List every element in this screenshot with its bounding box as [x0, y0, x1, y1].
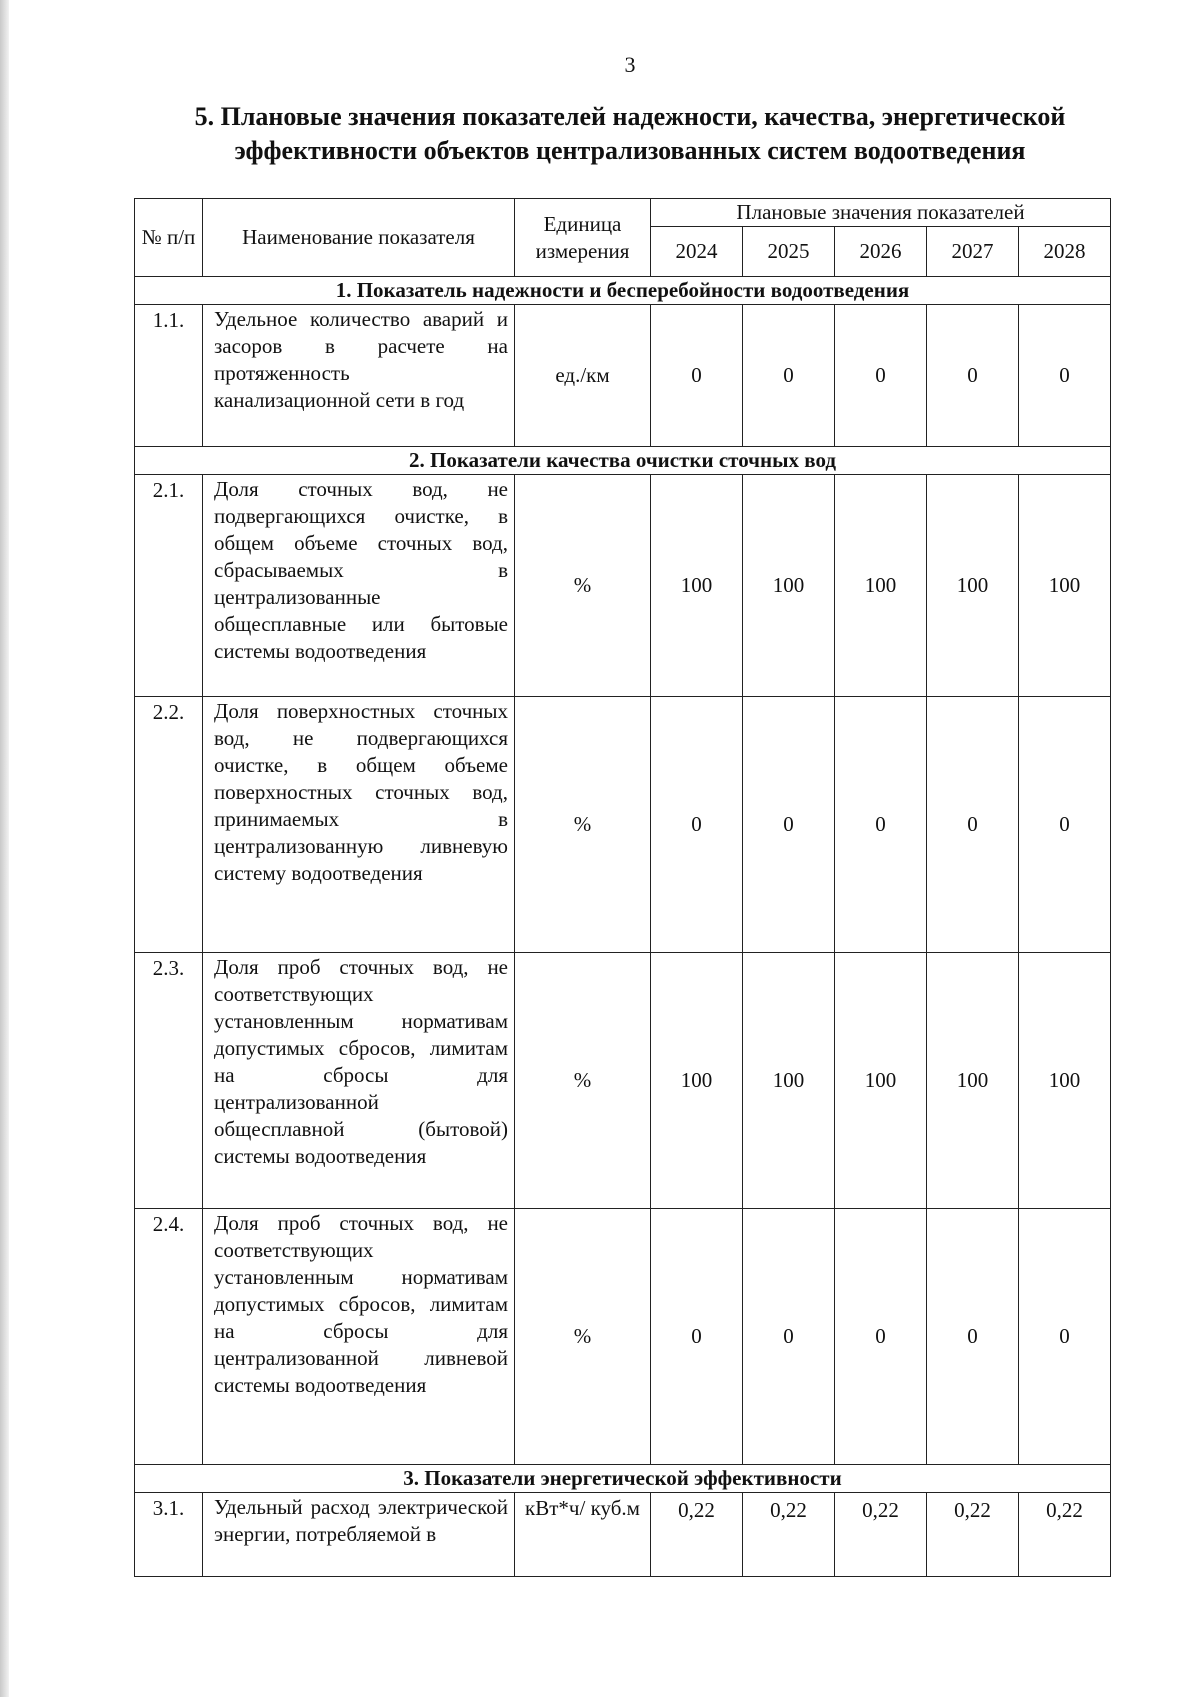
row-value: 0 — [651, 305, 743, 447]
row-name: Доля сточных вод, не подвергающихся очистке, в общем объеме сточных вод, сбрасываемых в централизованные общесплавные или бытовые системы водоотведения — [203, 475, 515, 697]
row-value: 0 — [743, 697, 835, 953]
row-num: 3.1. — [135, 1493, 203, 1577]
table-row — [135, 697, 1111, 953]
header-year: 2026 — [835, 227, 927, 277]
row-value: 100 — [835, 953, 927, 1209]
row-value: 0 — [743, 1209, 835, 1465]
header-num: № п/п — [135, 199, 203, 277]
header-year: 2028 — [1019, 227, 1111, 277]
row-num: 2.2. — [135, 697, 203, 953]
row-name: Доля поверхностных сточных вод, не подвергающихся очистке, в общем объеме поверхностных сточных вод, принимаемых в централизованную ливневую систему водоотведения — [203, 697, 515, 953]
row-value: 0,22 — [1019, 1493, 1111, 1577]
row-value: 0 — [927, 697, 1019, 953]
row-unit: кВт*ч/ куб.м — [515, 1493, 651, 1577]
header-name: Наименование показателя — [203, 199, 515, 277]
row-value: 0,22 — [835, 1493, 927, 1577]
row-value: 0 — [1019, 305, 1111, 447]
section-title: 2. Показатели качества очистки сточных вод — [135, 447, 1111, 475]
row-unit: % — [515, 475, 651, 697]
section-row — [135, 277, 1111, 305]
header-row-1 — [135, 199, 1111, 227]
row-name: Удельный расход электрической энергии, потребляемой в — [203, 1493, 515, 1577]
row-unit: % — [515, 953, 651, 1209]
row-name: Удельное количество аварий и засоров в расчете на протяженность канализационной сети в год — [203, 305, 515, 447]
row-value: 100 — [927, 953, 1019, 1209]
row-unit: % — [515, 1209, 651, 1465]
section-title: 1. Показатель надежности и бесперебойности водоотведения — [135, 277, 1111, 305]
row-value: 0,22 — [651, 1493, 743, 1577]
row-value: 0 — [651, 1209, 743, 1465]
row-value: 0 — [927, 305, 1019, 447]
row-num: 1.1. — [135, 305, 203, 447]
table-row — [135, 1209, 1111, 1465]
table-row — [135, 475, 1111, 697]
header-year: 2027 — [927, 227, 1019, 277]
row-value: 0 — [1019, 697, 1111, 953]
indicators-table — [134, 198, 1111, 1577]
row-value: 100 — [651, 475, 743, 697]
header-year: 2025 — [743, 227, 835, 277]
row-value: 100 — [1019, 475, 1111, 697]
row-num: 2.4. — [135, 1209, 203, 1465]
header-planned: Плановые значения показателей — [651, 199, 1111, 227]
row-num: 2.1. — [135, 475, 203, 697]
row-value: 0 — [927, 1209, 1019, 1465]
scan-edge — [0, 0, 9, 1697]
row-value: 0 — [835, 697, 927, 953]
section-row — [135, 447, 1111, 475]
table-row — [135, 1493, 1111, 1577]
row-unit: % — [515, 697, 651, 953]
row-value: 0 — [1019, 1209, 1111, 1465]
section-row — [135, 1465, 1111, 1493]
row-value: 0 — [835, 1209, 927, 1465]
row-value: 0,22 — [743, 1493, 835, 1577]
table-row — [135, 305, 1111, 447]
row-value: 100 — [1019, 953, 1111, 1209]
row-value: 0 — [651, 697, 743, 953]
header-unit: Единица измерения — [515, 199, 651, 277]
row-value: 0 — [835, 305, 927, 447]
row-num: 2.3. — [135, 953, 203, 1209]
row-value: 100 — [743, 953, 835, 1209]
page-title: 5. Плановые значения показателей надежности, качества, энергетической эффективности объектов централизованных систем водоотведения — [194, 102, 1066, 165]
row-value: 100 — [927, 475, 1019, 697]
row-value: 100 — [743, 475, 835, 697]
row-name: Доля проб сточных вод, не соответствующих установленным нормативам допустимых сбросов, лимитам на сбросы для централизованной ливневой системы водоотведения — [203, 1209, 515, 1465]
section-title: 3. Показатели энергетической эффективности — [135, 1465, 1111, 1493]
row-name: Доля проб сточных вод, не соответствующих установленным нормативам допустимых сбросов, лимитам на сбросы для централизованной общесплавной (бытовой) системы водоотведения — [203, 953, 515, 1209]
row-value: 100 — [651, 953, 743, 1209]
row-unit: ед./км — [515, 305, 651, 447]
row-value: 0 — [743, 305, 835, 447]
row-value: 0,22 — [927, 1493, 1019, 1577]
header-year: 2024 — [651, 227, 743, 277]
page-number: 3 — [624, 52, 636, 77]
row-value: 100 — [835, 475, 927, 697]
table-row — [135, 953, 1111, 1209]
